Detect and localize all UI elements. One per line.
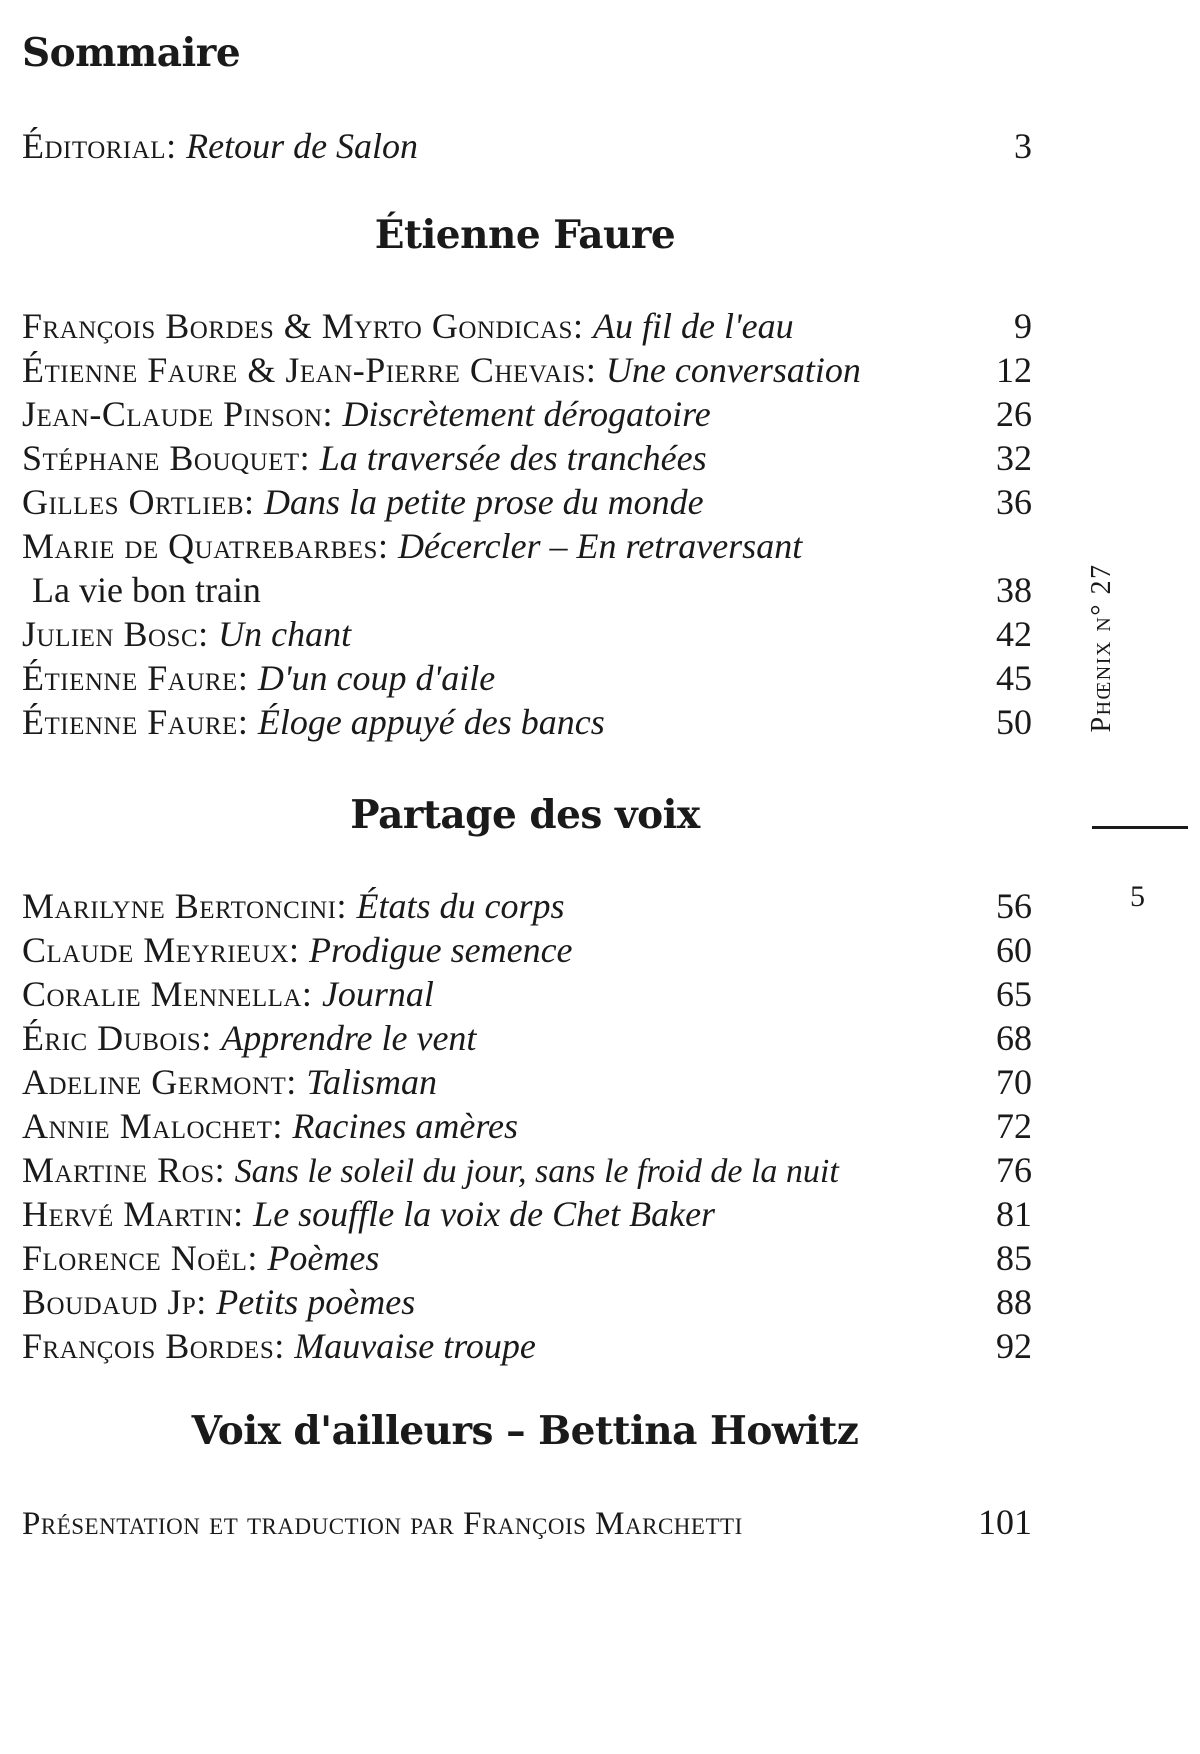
page-title: Sommaire: [22, 30, 241, 76]
entry-page-number: 56: [996, 886, 1032, 926]
entry-separator: :: [237, 658, 248, 698]
entry-author: Stéphane Bouquet: [22, 438, 300, 478]
entry-separator: :: [336, 886, 347, 926]
toc-entry: [22, 1102, 1032, 1150]
entry-author: Marilyne Bertoncini: [22, 886, 337, 926]
entry-page-number: 60: [996, 930, 1032, 970]
entry-page-number: 76: [996, 1150, 1032, 1190]
entry-separator: :: [377, 526, 388, 566]
entry-work: Journal: [321, 974, 434, 1014]
entry-separator: :: [274, 1326, 285, 1366]
entry-author: Étienne Faure: [22, 702, 238, 742]
toc-entry: [22, 1234, 1032, 1282]
entry-author: Florence Noël: [22, 1238, 248, 1278]
toc-entry: [22, 1498, 1032, 1546]
entry-author: Martine Ros: [22, 1150, 215, 1190]
entry-separator: :: [299, 438, 310, 478]
section-title-voix-d-ailleurs: Voix d'ailleurs – Bettina Howitz: [191, 1408, 859, 1454]
entry-page-number: 70: [996, 1062, 1032, 1102]
toc-entry: [22, 346, 1032, 394]
toc-entry: [22, 1058, 1032, 1106]
entry-separator: :: [585, 350, 596, 390]
entry-separator: :: [201, 1018, 212, 1058]
entry-separator: :: [301, 974, 312, 1014]
entry-work: Une conversation: [605, 350, 861, 390]
entry-page-number: 36: [996, 482, 1032, 522]
entry-work: Apprendre le vent: [221, 1018, 477, 1058]
entry-work: Décercler – En retraversant: [397, 526, 803, 566]
entry-separator: :: [286, 1062, 297, 1102]
entry-page-number: 45: [996, 658, 1032, 698]
entry-separator: :: [196, 1282, 207, 1322]
toc-entry: [22, 970, 1032, 1018]
entry-page-number: 101: [978, 1502, 1032, 1542]
entry-work: D'un coup d'aile: [257, 658, 496, 698]
entry-separator: :: [247, 1238, 258, 1278]
entry-work: Talisman: [306, 1062, 438, 1102]
entry-page-number: 85: [996, 1238, 1032, 1278]
entry-separator: :: [322, 394, 333, 434]
entry-work: La vie bon train: [32, 570, 261, 610]
toc-entry: [22, 390, 1032, 438]
entry-work: États du corps: [356, 886, 565, 926]
toc-entry: [22, 522, 1032, 570]
entry-separator: :: [244, 482, 255, 522]
entry-author: Claude Meyrieux: [22, 930, 289, 970]
entry-work: Sans le soleil du jour, sans le froid de la nuit: [234, 1153, 839, 1190]
entry-author: Étienne Faure: [22, 658, 238, 698]
entry-work: Mauvaise troupe: [294, 1326, 536, 1366]
entry-work: Le souffle la voix de Chet Baker: [253, 1194, 716, 1234]
toc-entry: [22, 434, 1032, 482]
entry-page-number: 68: [996, 1018, 1032, 1058]
entry-work: Un chant: [218, 614, 352, 654]
toc-entry: [22, 698, 1032, 746]
entry-separator: :: [272, 1106, 283, 1146]
folio-page-number: 5: [1130, 880, 1145, 913]
entry-author: Gilles Ortlieb: [22, 482, 245, 522]
entry-page-number: 26: [996, 394, 1032, 434]
entry-separator: :: [237, 702, 248, 742]
entry-separator: :: [572, 306, 583, 346]
entry-work: Au fil de l'eau: [592, 306, 794, 346]
entry-page-number: 12: [996, 350, 1032, 390]
toc-entry: [22, 478, 1032, 526]
entry-page-number: 81: [996, 1194, 1032, 1234]
entry-separator: :: [198, 614, 209, 654]
entry-author: François Bordes: [22, 1326, 275, 1366]
entry-work: Discrètement dérogatoire: [342, 394, 711, 434]
entry-author: Adeline Germont: [22, 1062, 287, 1102]
entry-work: Éloge appuyé des bancs: [257, 702, 605, 742]
entry-author: Étienne Faure & Jean-Pierre Chevais: [22, 350, 586, 390]
entry-page-number: 9: [1014, 306, 1032, 346]
entry-page-number: 92: [996, 1326, 1032, 1366]
entry-work: Prodigue semence: [308, 930, 573, 970]
toc-entry: [22, 654, 1032, 702]
entry-author: Éditorial: [22, 126, 167, 166]
entry-separator: :: [214, 1150, 225, 1190]
section-title-partage-des-voix: Partage des voix: [350, 792, 700, 838]
entry-author: Julien Bosc: [22, 614, 199, 654]
entry-separator: :: [233, 1194, 244, 1234]
entry-separator: :: [288, 930, 299, 970]
entry-author: Éric Dubois: [22, 1018, 202, 1058]
entry-author: Annie Malochet: [22, 1106, 273, 1146]
entry-page-number: 72: [996, 1106, 1032, 1146]
toc-entry: [22, 1322, 1032, 1370]
entry-author: Coralie Mennella: [22, 974, 302, 1014]
entry-work: Poèmes: [267, 1238, 380, 1278]
toc-entry-continuation: [22, 566, 1032, 614]
entry-work: Racines amères: [292, 1106, 518, 1146]
entry-author: Hervé Martin: [22, 1194, 234, 1234]
entry-page-number: 32: [996, 438, 1032, 478]
entry-page-number: 38: [996, 570, 1032, 610]
editorial-entry: [22, 122, 1032, 170]
entry-author: François Bordes & Myrto Gondicas: [22, 306, 573, 346]
toc-entry: [22, 302, 1032, 350]
entry-page-number: 3: [1014, 126, 1032, 166]
entry-page-number: 88: [996, 1282, 1032, 1322]
entry-work: Retour de Salon: [186, 126, 419, 166]
entry-work: Dans la petite prose du monde: [264, 482, 704, 522]
toc-entry: [22, 1014, 1032, 1062]
entry-page-number: 50: [996, 702, 1032, 742]
entry-separator: :: [166, 126, 177, 166]
entry-author: Présentation et traduction par François Marchetti: [22, 1506, 743, 1542]
toc-entry: [22, 882, 1032, 930]
entry-author: Jean-Claude Pinson: [22, 394, 323, 434]
entry-work: Petits poèmes: [216, 1282, 416, 1322]
side-divider: [1092, 826, 1188, 829]
section-title-etienne-faure: Étienne Faure: [374, 212, 676, 258]
entry-author: Marie de Quatrebarbes: [22, 526, 378, 566]
toc-entry: [22, 1190, 1032, 1238]
toc-entry: [22, 1146, 1032, 1194]
toc-entry: [22, 1278, 1032, 1326]
entry-page-number: 42: [996, 614, 1032, 654]
toc-entry: [22, 926, 1032, 974]
entry-work: La traversée des tranchées: [319, 438, 707, 478]
entry-author: Boudaud Jp: [22, 1282, 197, 1322]
toc-entry: [22, 610, 1032, 658]
entry-page-number: 65: [996, 974, 1032, 1014]
journal-issue-label: Phœnix n° 27: [1086, 563, 1117, 733]
